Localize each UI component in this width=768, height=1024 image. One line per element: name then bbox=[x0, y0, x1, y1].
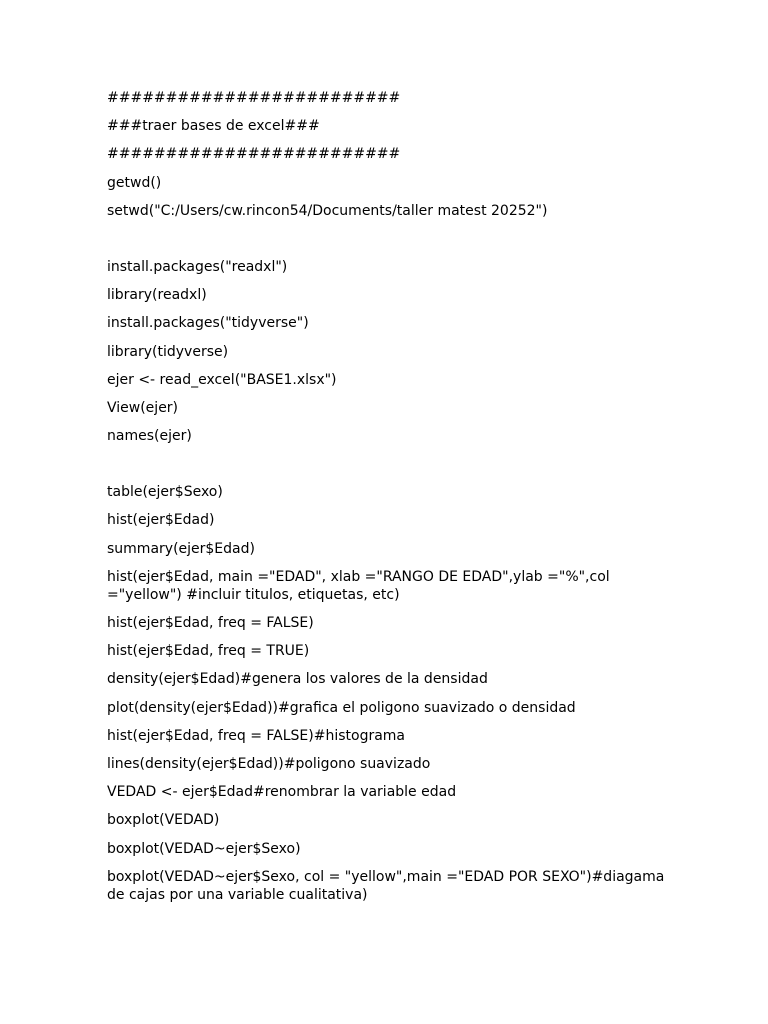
code-line-3: ######################### bbox=[107, 146, 401, 163]
code-line-8: library(readxl) bbox=[107, 287, 207, 304]
code-line-10: library(tidyverse) bbox=[107, 343, 229, 360]
code-line-5: setwd("C:/Users/cw.rincon54/Documents/taller matest 20252") bbox=[107, 202, 548, 219]
code-line-27: boxplot(VEDAD~ejer$Sexo) bbox=[107, 840, 301, 857]
code-line-16: hist(ejer$Edad) bbox=[107, 512, 215, 529]
code-line-20: hist(ejer$Edad, freq = TRUE) bbox=[107, 643, 310, 660]
code-line-12: View(ejer) bbox=[107, 399, 179, 416]
code-line-18: hist(ejer$Edad, main ="EDAD", xlab ="RANGO DE EDAD",ylab ="%",col ="yellow") #incluir titulos, etiquetas, etc) bbox=[107, 568, 615, 603]
code-line-15: table(ejer$Sexo) bbox=[107, 484, 223, 501]
code-line-7: install.packages("readxl") bbox=[107, 258, 288, 275]
code-line-2: ###traer bases de excel### bbox=[107, 118, 320, 135]
code-line-23: hist(ejer$Edad, freq = FALSE)#histograma bbox=[107, 727, 406, 744]
code-line-11: ejer <- read_excel("BASE1.xlsx") bbox=[107, 371, 337, 388]
blank-line bbox=[107, 455, 668, 483]
code-line-19: hist(ejer$Edad, freq = FALSE) bbox=[107, 615, 314, 631]
code-line-4: getwd() bbox=[107, 174, 162, 191]
code-line-24: lines(density(ejer$Edad))#poligono suavizado bbox=[107, 755, 431, 772]
code-line-28: boxplot(VEDAD~ejer$Sexo, col = "yellow",main ="EDAD POR SEXO")#diagama de cajas por una variable cualitativa) bbox=[107, 868, 669, 903]
code-line-25: VEDAD <- ejer$Edad#renombrar la variable edad bbox=[107, 784, 457, 801]
code-line-13: names(ejer) bbox=[107, 428, 192, 445]
code-line-17: summary(ejer$Edad) bbox=[107, 540, 255, 557]
blank-line bbox=[107, 230, 668, 258]
code-line-21: density(ejer$Edad)#genera los valores de la densidad bbox=[107, 671, 488, 688]
code-line-1: ######################### bbox=[107, 90, 401, 106]
code-line-22: plot(density(ejer$Edad))#grafica el poligono suavizado o densidad bbox=[107, 699, 576, 716]
code-line-9: install.packages("tidyverse") bbox=[107, 315, 309, 332]
code-line-26: boxplot(VEDAD) bbox=[107, 812, 220, 829]
